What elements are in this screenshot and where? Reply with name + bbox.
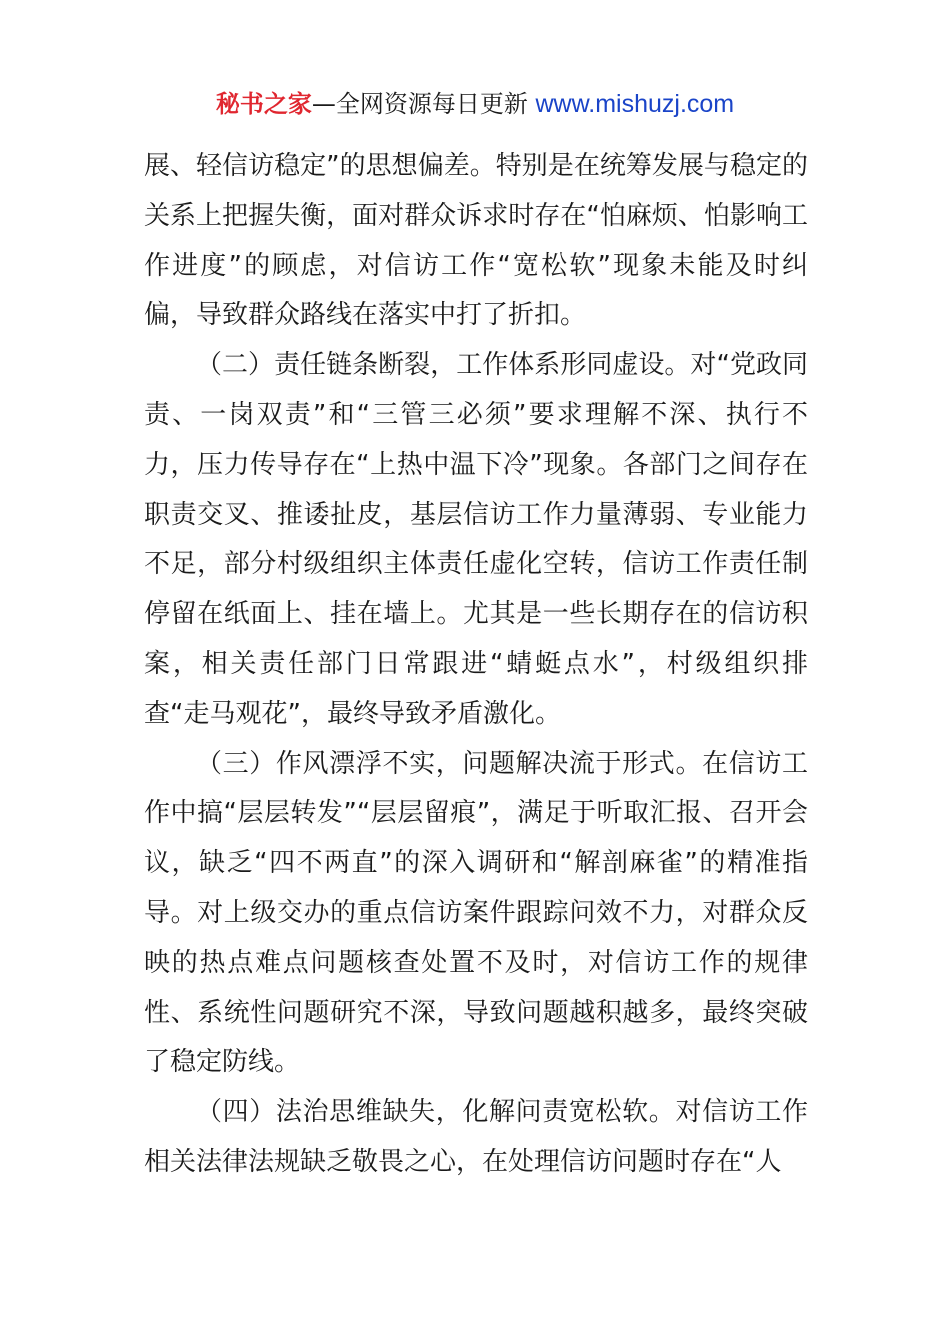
- brand-name: 秘书之家: [215, 90, 312, 118]
- paragraph-section-4: （四）法治思维缺失，化解问责宽松软。对信访工作相关法律法规缺乏敬畏之心，在处理信访问题时存在“人: [144, 1097, 808, 1177]
- paragraph-continuation: 展、轻信访稳定”的思想偏差。特别是在统筹发展与稳定的关系上把握失衡，面对群众诉求时存在“怕麻烦、怕影响工作进度”的顾虑，对信访工作“宽松软”现象未能及时纠偏，导致群众路线在落实中打了折扣。: [144, 151, 808, 331]
- paragraph-section-3: （三）作风漂浮不实，问题解决流于形式。在信访工作中搞“层层转发”“层层留痕”，满足于听取汇报、召开会议，缺乏“四不两直”的深入调研和“解剖麻雀”的精准指导。对上级交办的重点信访案件跟踪问效不力，对群众反映的热点难点问题核查处置不及时，对信访工作的规律性、系统性问题研究不深，导致问题越积越多，最终突破了稳定防线。: [144, 748, 808, 1078]
- site-url-link[interactable]: www.mishuzj.com: [535, 90, 735, 118]
- header-tagline: —全网资源每日更新: [311, 90, 536, 118]
- site-header: [0, 86, 950, 122]
- document-body: [144, 142, 808, 1188]
- paragraph-section-2: （二）责任链条断裂，工作体系形同虚设。对“党政同责、一岗双责”和“三管三必须”要求理解不深、执行不力，压力传导存在“上热中温下冷”现象。各部门之间存在职责交叉、推诿扯皮，基层信访工作力量薄弱、专业能力不足，部分村级组织主体责任虚化空转，信访工作责任制停留在纸面上、挂在墙上。尤其是一些长期存在的信访积案，相关责任部门日常跟进“蜻蜓点水”，村级组织排查“走马观花”，最终导致矛盾激化。: [144, 350, 808, 729]
